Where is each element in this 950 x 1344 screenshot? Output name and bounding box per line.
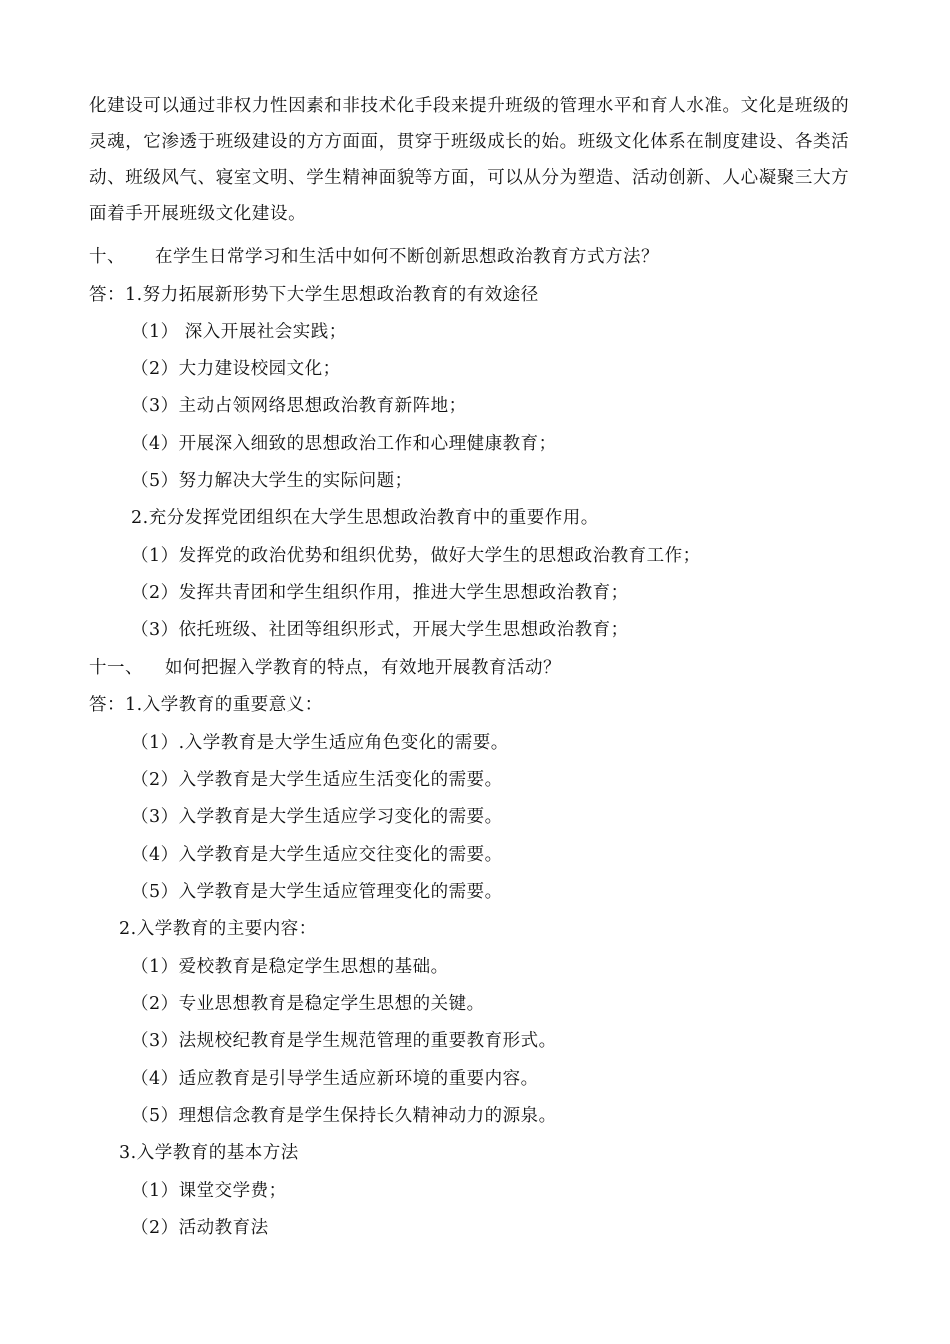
intro-paragraph: 化建设可以通过非权力性因素和非技术化手段来提升班级的管理水平和育人水准。文化是班级的灵魂，它渗透于班级建设的方方面面，贯穿于班级成长的始。班级文化体系在制度建设、各类活动、班级风气、寝室文明、学生精神面貌等方面，可以从分为塑造、活动创新、人心凝聚三大方面着手开展班级文化建设。: [89, 96, 850, 224]
answer-10-prefix: 答：: [89, 285, 125, 305]
answer-11-part1-title-text: 1.入学教育的重要意义：: [125, 695, 323, 715]
answer-10-part1-item-5: （5）努力解决大学生的实际问题；: [131, 471, 413, 491]
answer-11-part1-title: [89, 693, 323, 717]
answer-11-part2-item-5: （5）理想信念教育是学生保持长久精神动力的源泉。: [131, 1106, 557, 1126]
answer-11-part1-item-5: （5）入学教育是大学生适应管理变化的需要。: [131, 882, 503, 902]
question-11-number: 十一、: [89, 658, 143, 678]
question-11-text: 如何把握入学教育的特点，有效地开展教育活动？: [165, 658, 561, 678]
answer-11-part3-item-2: （2）活动教育法: [131, 1218, 269, 1238]
answer-10-part1-title: [89, 283, 539, 307]
answer-11-part3-title: 3.入学教育的基本方法: [119, 1143, 299, 1163]
answer-10-part1-item-4: （4）开展深入细致的思想政治工作和心理健康教育；: [131, 434, 557, 454]
answer-11-part2-item-1: （1）爱校教育是稳定学生思想的基础。: [131, 957, 449, 977]
answer-10-part2-item-2: （2）发挥共青团和学生组织作用，推进大学生思想政治教育；: [131, 583, 629, 603]
answer-11-part1-item-3: （3）入学教育是大学生适应学习变化的需要。: [131, 807, 503, 827]
answer-10-part2-title: 2.充分发挥党团组织在大学生思想政治教育中的重要作用。: [131, 508, 599, 528]
question-10-text: 在学生日常学习和生活中如何不断创新思想政治教育方式方法？: [155, 247, 659, 267]
answer-11-part2-item-3: （3）法规校纪教育是学生规范管理的重要教育形式。: [131, 1031, 557, 1051]
answer-11-part1-item-2: （2）入学教育是大学生适应生活变化的需要。: [131, 770, 503, 790]
answer-10-part2-item-3: （3）依托班级、社团等组织形式，开展大学生思想政治教育；: [131, 620, 629, 640]
answer-11-part2-item-2: （2）专业思想教育是稳定学生思想的关键。: [131, 994, 485, 1014]
question-10-number: 十、: [89, 247, 125, 267]
answer-10-part1-item-1: （1） 深入开展社会实践；: [131, 322, 347, 342]
question-10-heading: [89, 245, 659, 269]
answer-11-prefix: 答：: [89, 695, 125, 715]
answer-11-part1-item-4: （4）入学教育是大学生适应交往变化的需要。: [131, 845, 503, 865]
question-11-heading: [89, 656, 561, 680]
answer-10-part2-item-1: （1）发挥党的政治优势和组织优势，做好大学生的思想政治教育工作；: [131, 546, 701, 566]
answer-11-part2-title: 2.入学教育的主要内容：: [119, 919, 317, 939]
answer-10-part1-item-3: （3）主动占领网络思想政治教育新阵地；: [131, 396, 467, 416]
answer-11-part1-item-1: （1）.入学教育是大学生适应角色变化的需要。: [131, 733, 509, 753]
answer-10-part1-title-text: 1.努力拓展新形势下大学生思想政治教育的有效途径: [125, 285, 539, 305]
answer-10-part1-item-2: （2）大力建设校园文化；: [131, 359, 341, 379]
answer-11-part2-item-4: （4）适应教育是引导学生适应新环境的重要内容。: [131, 1069, 539, 1089]
answer-11-part3-item-1: （1）课堂交学费；: [131, 1181, 287, 1201]
